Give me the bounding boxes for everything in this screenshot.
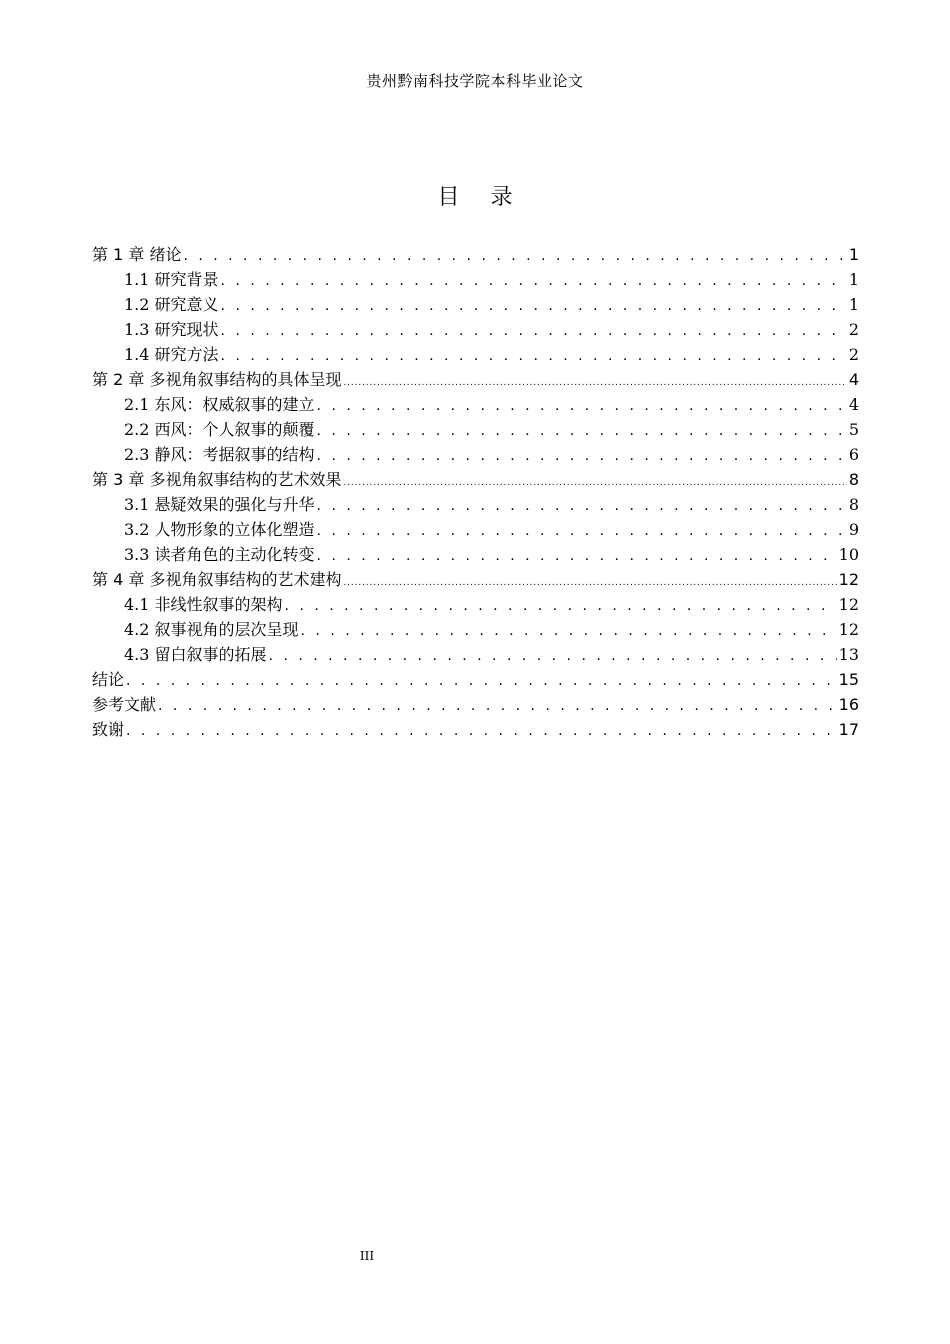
toc-entry-page: 1 bbox=[848, 295, 859, 314]
toc-dot-leader bbox=[221, 319, 847, 344]
toc-dot-leader bbox=[317, 494, 847, 519]
toc-entry[interactable] bbox=[92, 242, 859, 267]
toc-entry[interactable] bbox=[92, 567, 859, 592]
toc-dot-leader bbox=[221, 294, 847, 319]
toc-dot-leader bbox=[285, 594, 837, 619]
toc-entry-label: 第 2 章 多视角叙事结构的具体呈现 bbox=[92, 370, 342, 389]
toc-entry-label: 1.1 研究背景 bbox=[124, 270, 219, 289]
toc-entry-page: 4 bbox=[848, 395, 859, 414]
toc-entry-label: 3.1 悬疑效果的强化与升华 bbox=[124, 495, 315, 514]
toc-entry-page: 16 bbox=[838, 695, 859, 714]
toc-entry-label: 3.3 读者角色的主动化转变 bbox=[124, 545, 315, 564]
toc-entry-page: 10 bbox=[838, 545, 859, 564]
toc-dot-leader bbox=[158, 694, 837, 719]
toc-dot-leader bbox=[126, 719, 837, 744]
toc-entry[interactable] bbox=[92, 592, 859, 617]
toc-entry-label: 1.4 研究方法 bbox=[124, 345, 219, 364]
toc-dot-leader bbox=[221, 344, 847, 369]
toc-entry-page: 15 bbox=[838, 670, 859, 689]
toc-list bbox=[92, 242, 859, 742]
toc-entry-label: 4.3 留白叙事的拓展 bbox=[124, 645, 267, 664]
toc-heading: 目 录 bbox=[437, 185, 513, 210]
toc-entry-label: 4.1 非线性叙事的架构 bbox=[124, 595, 283, 614]
toc-entry[interactable] bbox=[92, 542, 859, 567]
toc-entry-page: 6 bbox=[848, 445, 859, 464]
toc-entry[interactable] bbox=[92, 642, 859, 667]
toc-entry[interactable] bbox=[92, 342, 859, 367]
toc-entry-page: 9 bbox=[848, 520, 859, 539]
running-header: 贵州黔南科技学院本科毕业论文 bbox=[366, 72, 584, 90]
toc-dot-leader bbox=[183, 244, 846, 269]
toc-entry-page: 4 bbox=[848, 370, 859, 389]
toc-entry[interactable] bbox=[92, 417, 859, 442]
toc-entry[interactable] bbox=[92, 317, 859, 342]
toc-dot-leader bbox=[343, 371, 846, 396]
toc-entry[interactable] bbox=[92, 717, 859, 742]
toc-dot-leader bbox=[343, 571, 836, 596]
page-number: III bbox=[359, 1249, 375, 1263]
toc-entry-label: 1.3 研究现状 bbox=[124, 320, 219, 339]
toc-dot-leader bbox=[269, 644, 837, 669]
toc-entry-page: 12 bbox=[838, 570, 859, 589]
toc-entry-page: 13 bbox=[838, 645, 859, 664]
toc-entry-page: 12 bbox=[838, 595, 859, 614]
toc-dot-leader bbox=[317, 544, 837, 569]
toc-entry-label: 第 4 章 多视角叙事结构的艺术建构 bbox=[92, 570, 342, 589]
toc-entry-page: 8 bbox=[848, 495, 859, 514]
toc-entry[interactable] bbox=[92, 667, 859, 692]
toc-dot-leader bbox=[317, 444, 847, 469]
toc-entry[interactable] bbox=[92, 267, 859, 292]
toc-entry[interactable] bbox=[92, 467, 859, 492]
toc-entry-label: 4.2 叙事视角的层次呈现 bbox=[124, 620, 299, 639]
toc-entry-page: 1 bbox=[848, 270, 859, 289]
toc-entry[interactable] bbox=[92, 492, 859, 517]
toc-dot-leader bbox=[317, 394, 847, 419]
toc-entry[interactable] bbox=[92, 392, 859, 417]
toc-entry[interactable] bbox=[92, 617, 859, 642]
toc-entry[interactable] bbox=[92, 292, 859, 317]
toc-entry-label: 第 3 章 多视角叙事结构的艺术效果 bbox=[92, 470, 342, 489]
toc-entry[interactable] bbox=[92, 442, 859, 467]
toc-entry-label: 2.3 静风：考据叙事的结构 bbox=[124, 445, 315, 464]
toc-dot-leader bbox=[126, 669, 837, 694]
toc-entry-label: 1.2 研究意义 bbox=[124, 295, 219, 314]
toc-entry-page: 2 bbox=[848, 320, 859, 339]
toc-dot-leader bbox=[301, 619, 837, 644]
toc-entry-page: 8 bbox=[848, 470, 859, 489]
toc-entry-label: 2.1 东风：权威叙事的建立 bbox=[124, 395, 315, 414]
toc-entry-label: 结论 bbox=[92, 670, 125, 689]
toc-dot-leader bbox=[221, 269, 847, 294]
toc-entry-label: 3.2 人物形象的立体化塑造 bbox=[124, 520, 315, 539]
toc-dot-leader bbox=[317, 419, 847, 444]
toc-entry-page: 17 bbox=[838, 720, 859, 739]
toc-entry-page: 5 bbox=[848, 420, 859, 439]
toc-entry-page: 12 bbox=[838, 620, 859, 639]
toc-entry-label: 参考文献 bbox=[92, 695, 157, 714]
toc-entry-label: 致谢 bbox=[92, 720, 125, 739]
toc-entry-label: 2.2 西风：个人叙事的颠覆 bbox=[124, 420, 315, 439]
toc-dot-leader bbox=[343, 471, 846, 496]
toc-entry[interactable] bbox=[92, 692, 859, 717]
toc-entry-page: 1 bbox=[848, 245, 859, 264]
toc-entry[interactable] bbox=[92, 367, 859, 392]
toc-entry[interactable] bbox=[92, 517, 859, 542]
toc-entry-page: 2 bbox=[848, 345, 859, 364]
toc-entry-label: 第 1 章 绪论 bbox=[92, 245, 182, 264]
toc-dot-leader bbox=[317, 519, 847, 544]
